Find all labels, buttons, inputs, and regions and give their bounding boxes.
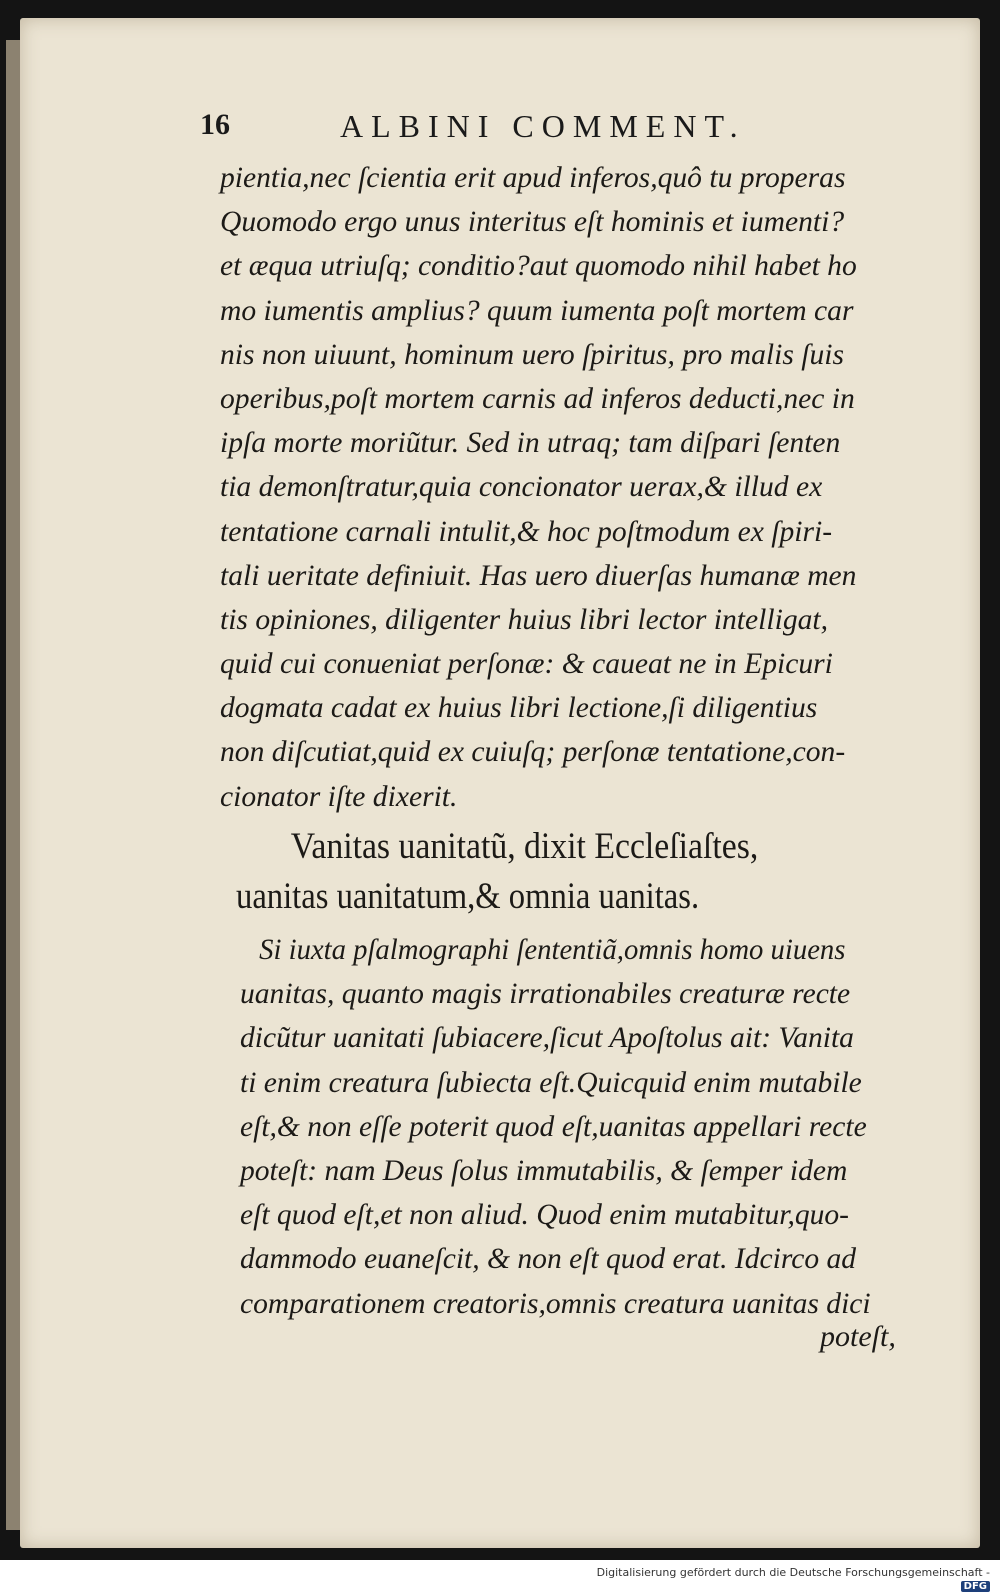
- text-line: tentatione carnali intulit,& hoc poſtmodum ex ſpiri-: [220, 514, 833, 548]
- footer-text: Digitalisierung gefördert durch die Deutsche Forschungsgemeinschaft -: [596, 1566, 990, 1579]
- text-line: quid cui conueniat perſonæ: & caueat ne in Epicuri: [220, 647, 833, 681]
- text-line: Si iuxta pſalmographi ſententiã,omnis homo uiuens: [259, 933, 846, 966]
- text-line: cionator iſte dixerit.: [220, 779, 458, 813]
- dfg-logo: DFG: [961, 1581, 990, 1592]
- commentary-text-block: [240, 928, 920, 1326]
- funding-footer: [560, 1566, 990, 1592]
- catchword: poteſt,: [820, 1320, 896, 1353]
- text-line: dogmata cadat ex huius libri lectione,ſi diligentius: [220, 691, 818, 725]
- text-line: eſt,& non eſſe poterit quod eſt,uanitas appellari recte: [240, 1109, 867, 1143]
- text-line: Quomodo ergo unus interitus eſt hominis et iumenti?: [220, 205, 845, 239]
- running-title: ALBINI COMMENT.: [340, 108, 746, 144]
- page-edge: [6, 40, 20, 1530]
- verse-heading: [236, 822, 916, 922]
- text-line: eſt quod eſt,et non aliud. Quod enim mutabitur,quo-: [240, 1198, 850, 1232]
- text-line: et æqua utriuſq; conditio?aut quomodo nihil habet ho: [220, 249, 857, 283]
- text-line: dammodo euaneſcit, & non eſt quod erat. Idcirco ad: [240, 1242, 857, 1276]
- text-line: tia demonſtratur,quia concionator uerax,& illud ex: [220, 470, 823, 504]
- body-text-block: [220, 156, 920, 819]
- heading-line: Vanitas uanitatũ, dixit Eccleſiaſtes,: [290, 826, 759, 867]
- text-line: mo iumentis amplius? quum iumenta poſt mortem car: [220, 293, 854, 327]
- text-line: poteſt: nam Deus ſolus immutabilis, & ſemper idem: [240, 1153, 848, 1187]
- text-line: dicũtur uanitati ſubiacere,ſicut Apoſtolus ait: Vanita: [240, 1021, 854, 1055]
- text-line: ti enim creatura ſubiecta eſt.Quicquid enim mutabile: [240, 1065, 862, 1099]
- text-line: uanitas, quanto magis irrationabiles creaturæ recte: [240, 977, 851, 1011]
- text-line: ipſa morte moriũtur. Sed in utraq; tam diſpari ſenten: [220, 426, 841, 460]
- page-header: [200, 108, 900, 148]
- text-line: comparationem creatoris,omnis creatura uanitas dici: [240, 1286, 871, 1320]
- text-line: pientia,nec ſcientia erit apud inferos,quô tu properas: [220, 161, 846, 194]
- text-line: tali ueritate definiuit. Has uero diuerſas humanæ men: [220, 558, 857, 592]
- text-line: operibus,poſt mortem carnis ad inferos deducti,nec in: [220, 381, 855, 415]
- text-line: nis non uiuunt, hominum uero ſpiritus, pro malis ſuis: [220, 337, 844, 371]
- text-line: non diſcutiat,quid ex cuiuſq; perſonæ tentatione,con-: [220, 735, 846, 769]
- text-line: tis opiniones, diligenter huius libri lector intelligat,: [220, 602, 829, 636]
- folio-number: 16: [200, 108, 230, 141]
- heading-line: uanitas uanitatum,& omnia uanitas.: [236, 876, 700, 917]
